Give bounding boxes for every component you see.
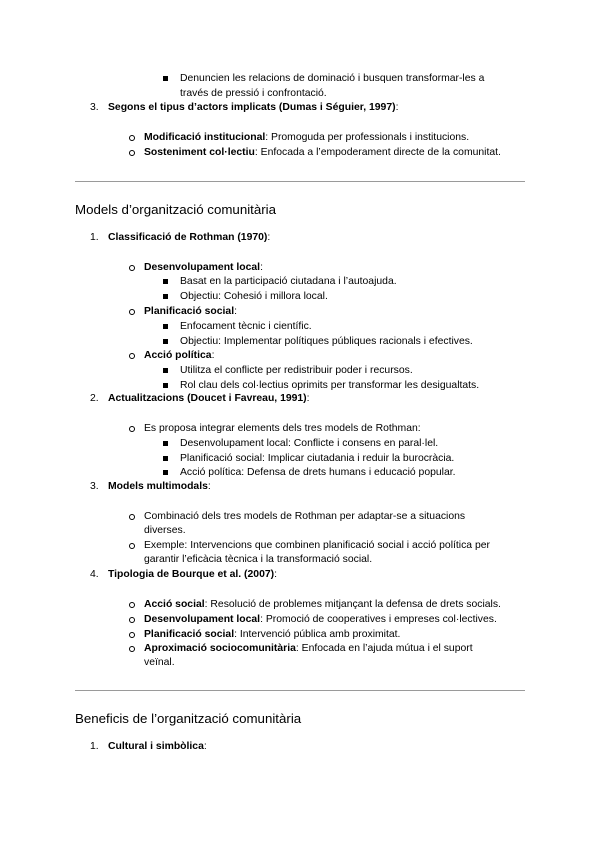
sub-item: Desenvolupament local: Promoció de cooperatives i empreses col·lectives. [144, 614, 497, 625]
sub-item: Exemple: Intervencions que combinen planificació social i acció política per [144, 540, 490, 551]
list-number: 3. [90, 481, 99, 492]
sub-item: Planificació social: [144, 306, 237, 317]
circle-bullet-icon [129, 514, 135, 520]
circle-bullet-icon [129, 309, 135, 315]
list-item-title: Segons el tipus d’actors implicats (Dumas i Séguier, 1997): [108, 102, 399, 113]
list-number: 3. [90, 102, 99, 113]
bullet-text: Denuncien les relacions de dominació i busquen transformar-les a [180, 73, 485, 84]
bullet-text: Utilitza el conflicte per redistribuir poder i recursos. [180, 365, 413, 376]
circle-bullet-icon [129, 353, 135, 359]
circle-bullet-icon [129, 135, 135, 141]
square-bullet-icon [163, 368, 168, 373]
sub-item: Sosteniment col·lectiu: Enfocada a l’empoderament directe de la comunitat. [144, 147, 501, 158]
bullet-text: Rol clau dels col·lectius oprimits per transformar les desigualtats. [180, 380, 480, 391]
list-number: 4. [90, 569, 99, 580]
sub-item: Planificació social: Intervenció pública amb proximitat. [144, 629, 401, 640]
square-bullet-icon [163, 294, 168, 299]
circle-bullet-icon [129, 426, 135, 432]
square-bullet-icon [163, 441, 168, 446]
square-bullet-icon [163, 279, 168, 284]
square-bullet-icon [163, 76, 168, 81]
sub-item: Acció social: Resolució de problemes mitjançant la defensa de drets socials. [144, 599, 501, 610]
list-number: 2. [90, 393, 99, 404]
circle-bullet-icon [129, 265, 135, 271]
list-item-title: Cultural i simbòlica: [108, 741, 207, 752]
bullet-text: Objectiu: Implementar polítiques públiques racionals i efectives. [180, 336, 473, 347]
sub-item: garantir l’eficàcia tècnica i la transformació social. [144, 554, 373, 565]
horizontal-rule [75, 690, 525, 691]
section-heading: Models d’organització comunitària [75, 202, 277, 217]
sub-item: veïnal. [144, 657, 175, 668]
sub-item: Desenvolupament local: [144, 262, 263, 273]
bullet-text: Desenvolupament local: Conflicte i consens en paral·lel. [180, 438, 439, 449]
circle-bullet-icon [129, 617, 135, 623]
sub-item: Combinació dels tres models de Rothman per adaptar-se a situacions [144, 511, 466, 522]
circle-bullet-icon [129, 543, 135, 549]
list-item-title: Tipologia de Bourque et al. (2007): [108, 569, 277, 580]
square-bullet-icon [163, 470, 168, 475]
list-number: 1. [90, 232, 99, 243]
circle-bullet-icon [129, 632, 135, 638]
sub-item: Modificació institucional: Promoguda per professionals i institucions. [144, 132, 470, 143]
circle-bullet-icon [129, 602, 135, 608]
square-bullet-icon [163, 324, 168, 329]
square-bullet-icon [163, 339, 168, 344]
bullet-text: Enfocament tècnic i científic. [180, 321, 312, 332]
circle-bullet-icon [129, 646, 135, 652]
horizontal-rule [75, 181, 525, 182]
bullet-text: través de pressió i confrontació. [180, 88, 327, 99]
bullet-text: Basat en la participació ciutadana i l’autoajuda. [180, 276, 397, 287]
list-item-title: Models multimodals: [108, 481, 211, 492]
square-bullet-icon [163, 383, 168, 388]
section-heading: Beneficis de l’organització comunitària [75, 711, 302, 726]
circle-bullet-icon [129, 150, 135, 156]
sub-item: Aproximació sociocomunitària: Enfocada en l’ajuda mútua i el suport [144, 643, 473, 654]
bullet-text: Planificació social: Implicar ciutadania i reduir la burocràcia. [180, 453, 455, 464]
square-bullet-icon [163, 456, 168, 461]
sub-item: Es proposa integrar elements dels tres models de Rothman: [144, 423, 421, 434]
list-item-title: Actualitzacions (Doucet i Favreau, 1991): [108, 393, 310, 404]
sub-item: diverses. [144, 525, 186, 536]
bullet-text: Objectiu: Cohesió i millora local. [180, 291, 328, 302]
bullet-text: Acció política: Defensa de drets humans i educació popular. [180, 467, 456, 478]
list-number: 1. [90, 741, 99, 752]
sub-item: Acció política: [144, 350, 215, 361]
list-item-title: Classificació de Rothman (1970): [108, 232, 271, 243]
